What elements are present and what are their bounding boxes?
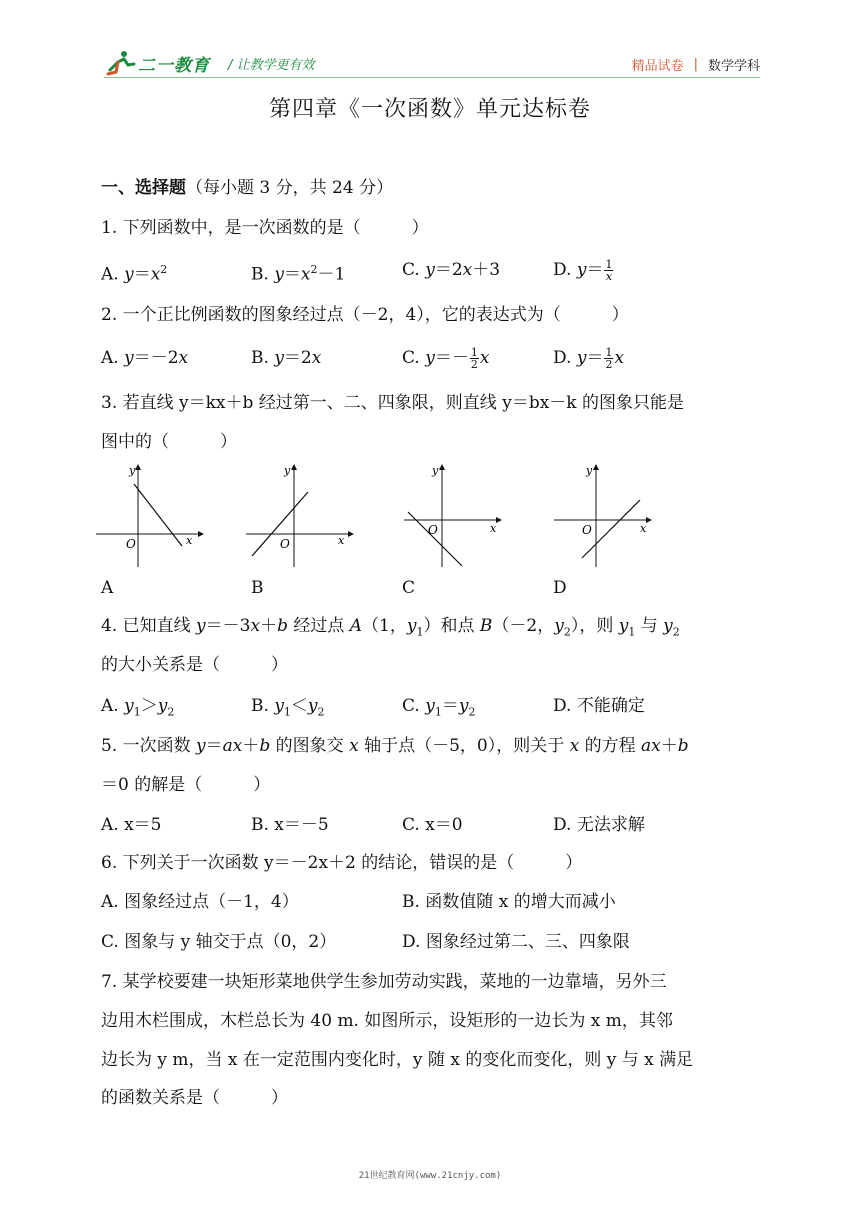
subject-tag: 数学学科 [707, 59, 760, 74]
page-title: 第四章《一次函数》单元达标卷 [268, 97, 591, 122]
question-7-stem-line4: 的函数关系是（ ） [101, 1088, 288, 1108]
q4-option-c: C. $y_1=y_2$ [402, 696, 476, 719]
runner-logo-icon [104, 50, 136, 76]
graph-d-y-label: y [586, 464, 593, 477]
q5-option-c: C. x＝0 [402, 815, 463, 835]
q6-option-b: B. 函数值随 x 的增大而减小 [402, 892, 616, 912]
question-3-stem-line1: 3. 若直线 y＝kx＋b 经过第一、二、四象限，则直线 y＝bx－k 的图象只能是 [101, 393, 684, 413]
question-6-stem: 6. 下列关于一次函数 y＝－2x＋2 的结论，错误的是（ ） [101, 853, 583, 873]
q1-option-b: B. $y=x^2-1$ [251, 263, 346, 285]
graph-d-label: D [553, 578, 567, 598]
graph-b-x-label: x [338, 534, 345, 547]
question-7-stem-line3: 边长为 y m，当 x 在一定范围内变化时，y 随 x 的变化而变化，则 y 与 x 满足 [101, 1050, 694, 1070]
premium-paper-tag: 精品试卷 [631, 59, 684, 74]
header-divider [104, 77, 760, 78]
page-footer: 21世纪教育网(www.21cnjy.com) [358, 1171, 502, 1181]
graph-b [246, 462, 356, 572]
graph-a-x-label: x [186, 534, 193, 547]
graph-b-label: B [251, 578, 264, 598]
q4-option-b: B. $y_1<y_2$ [251, 696, 325, 719]
q2-option-c: C. y＝－ $\frac{1}{2}$ x [402, 346, 490, 371]
brand-slogan: / 让教学更有效 [228, 57, 315, 73]
graph-c [400, 462, 510, 572]
q5-option-b: B. x＝－5 [251, 815, 329, 835]
graph-a-origin-label: O [126, 537, 136, 551]
q4-option-d: D. 不能确定 [553, 696, 645, 716]
graph-a [96, 462, 206, 572]
q2-option-b: B. y＝2x [251, 348, 322, 368]
graph-a-y-label: y [129, 464, 136, 477]
q1-option-c: C. y＝2x＋3 [402, 260, 501, 280]
q2-option-a: A. y＝－2x [101, 348, 189, 368]
question-4-stem-line1: 4. 已知直线 y＝－3x＋b 经过点 A（1，$y_1$）和点 B（－2，$y_2$），则 $y_1$ 与 $y_2$ [101, 616, 680, 639]
question-5-stem-line1: 5. 一次函数 y＝ax＋b 的图象交 x 轴于点（－5，0），则关于 x 的方程 ax＋b [101, 736, 689, 756]
question-4-stem-line2: 的大小关系是（ ） [101, 655, 288, 675]
q5-option-a: A. x＝5 [101, 815, 162, 835]
q1-option-d: D. y＝ $\frac{1}{x}$ [553, 258, 613, 283]
header-separator: | [693, 57, 698, 72]
question-3-stem-line2: 图中的（ ） [101, 432, 237, 452]
section-heading [101, 176, 393, 200]
graph-c-origin-label: O [428, 523, 438, 537]
q6-option-c: C. 图象与 y 轴交于点（0，2） [101, 932, 337, 952]
q5-option-d: D. 无法求解 [553, 815, 645, 835]
q2-option-d: D. y＝ $\frac{1}{2}$ x [553, 346, 625, 371]
q4-option-a: A. $y_1>y_2$ [101, 696, 175, 719]
graph-c-y-label: y [432, 464, 439, 477]
question-7-stem-line1: 7. 某学校要建一块矩形菜地供学生参加劳动实践，菜地的一边靠墙，另外三 [101, 972, 667, 992]
q6-option-d: D. 图象经过第二、三、四象限 [402, 932, 630, 952]
question-7-stem-line2: 边用木栏围成，木栏总长为 40 m. 如图所示，设矩形的一边长为 x m，其邻 [101, 1011, 673, 1031]
question-5-stem-line2: ＝0 的解是（ ） [101, 775, 271, 795]
graph-a-label: A [101, 578, 114, 598]
header-tags [632, 55, 760, 74]
graph-d-x-label: x [640, 522, 647, 535]
question-2-stem: 2. 一个正比例函数的图象经过点（－2，4），它的表达式为（ ） [101, 305, 629, 325]
graph-c-label: C [402, 578, 416, 598]
question-1-stem: 1. 下列函数中，是一次函数的是（ ） [101, 218, 429, 238]
graph-c-x-label: x [490, 522, 497, 535]
brand-name: 二一教育 [138, 55, 210, 76]
q1-option-a: A. $y=x^2$ [101, 263, 168, 285]
graph-b-origin-label: O [280, 537, 290, 551]
graph-b-y-label: y [284, 464, 291, 477]
section-label: 一、选择题 [101, 178, 186, 198]
q6-option-a: A. 图象经过点（－1，4） [101, 892, 299, 912]
section-note: （每小题 3 分，共 24 分） [186, 178, 394, 198]
graph-d [550, 462, 660, 572]
brand-header [104, 50, 315, 76]
graph-d-origin-label: O [582, 523, 592, 537]
